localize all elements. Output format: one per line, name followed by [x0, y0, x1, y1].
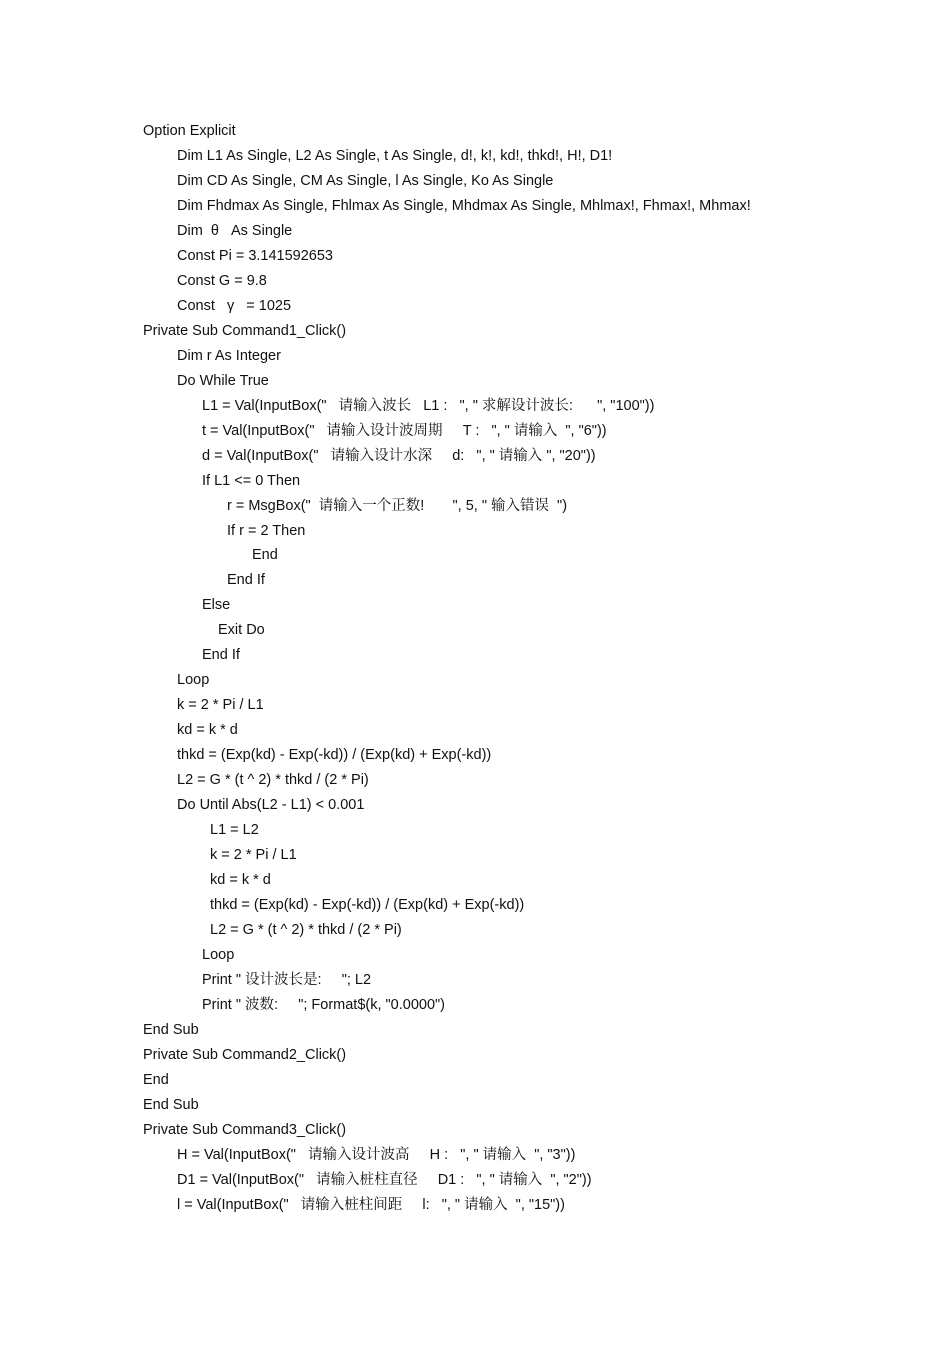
code-line: Loop — [202, 946, 235, 963]
code-line: Private Sub Command1_Click() — [143, 322, 347, 339]
code-listing — [0, 119, 950, 1218]
code-line: Private Sub Command3_Click() — [143, 1121, 347, 1138]
code-line: Dim CD As Single, CM As Single, l As Single, Ko As Single — [177, 172, 554, 189]
code-line: l = Val(InputBox(" 请输入桩柱间距 l: ", " 请输入 ", "15")) — [177, 1196, 565, 1213]
code-line: Print " 波数: "; Format$(k, "0.0000") — [202, 996, 445, 1013]
code-line: End Sub — [143, 1096, 199, 1113]
code-line: d = Val(InputBox(" 请输入设计水深 d: ", " 请输入 ", "20")) — [202, 447, 596, 464]
code-line: Dim θ As Single — [177, 222, 293, 239]
code-line: L1 = Val(InputBox(" 请输入波长 L1 : ", " 求解设计波长: ", "100")) — [202, 397, 655, 414]
code-line: Dim r As Integer — [177, 347, 281, 364]
code-line: If L1 <= 0 Then — [202, 472, 301, 489]
code-line: End If — [202, 647, 240, 664]
code-line: Dim Fhdmax As Single, Fhlmax As Single, Mhdmax As Single, Mhlmax!, Fhmax!, Mhmax! — [177, 197, 751, 214]
code-line: D1 = Val(InputBox(" 请输入桩柱直径 D1 : ", " 请输入 ", "2")) — [177, 1171, 592, 1188]
code-line: L2 = G * (t ^ 2) * thkd / (2 * Pi) — [177, 772, 369, 789]
code-line: thkd = (Exp(kd) - Exp(-kd)) / (Exp(kd) + Exp(-kd)) — [210, 897, 525, 914]
code-line: Private Sub Command2_Click() — [143, 1046, 347, 1063]
code-line: r = MsgBox(" 请输入一个正数! ", 5, " 输入错误 ") — [227, 497, 568, 514]
code-line: k = 2 * Pi / L1 — [177, 697, 264, 714]
code-line: k = 2 * Pi / L1 — [210, 847, 297, 864]
code-line: Const γ = 1025 — [177, 297, 292, 314]
code-line: Loop — [177, 672, 210, 689]
code-line: Const Pi = 3.141592653 — [177, 247, 333, 264]
code-line: If r = 2 Then — [227, 522, 306, 539]
code-line: End — [252, 547, 278, 564]
code-line: t = Val(InputBox(" 请输入设计波周期 T : ", " 请输入 ", "6")) — [202, 422, 607, 439]
code-line: L2 = G * (t ^ 2) * thkd / (2 * Pi) — [210, 922, 402, 938]
code-line: Option Explicit — [143, 123, 236, 139]
code-line: Do Until Abs(L2 - L1) < 0.001 — [177, 797, 365, 814]
code-line: thkd = (Exp(kd) - Exp(-kd)) / (Exp(kd) + Exp(-kd)) — [177, 747, 492, 764]
code-line: kd = k * d — [177, 722, 238, 739]
code-line: Exit Do — [218, 622, 265, 639]
code-line: L1 = L2 — [210, 822, 259, 839]
code-line: End If — [227, 572, 265, 589]
code-line: End — [143, 1071, 169, 1088]
code-line: Do While True — [177, 372, 269, 389]
code-line: End Sub — [143, 1021, 199, 1038]
code-line: Const G = 9.8 — [177, 272, 267, 289]
code-line: H = Val(InputBox(" 请输入设计波高 H : ", " 请输入 ", "3")) — [177, 1146, 576, 1163]
code-line: Dim L1 As Single, L2 As Single, t As Single, d!, k!, kd!, thkd!, H!, D1! — [177, 147, 613, 164]
code-line: Else — [202, 597, 231, 614]
code-line: Print " 设计波长是: "; L2 — [202, 971, 372, 988]
code-line: kd = k * d — [210, 872, 271, 889]
